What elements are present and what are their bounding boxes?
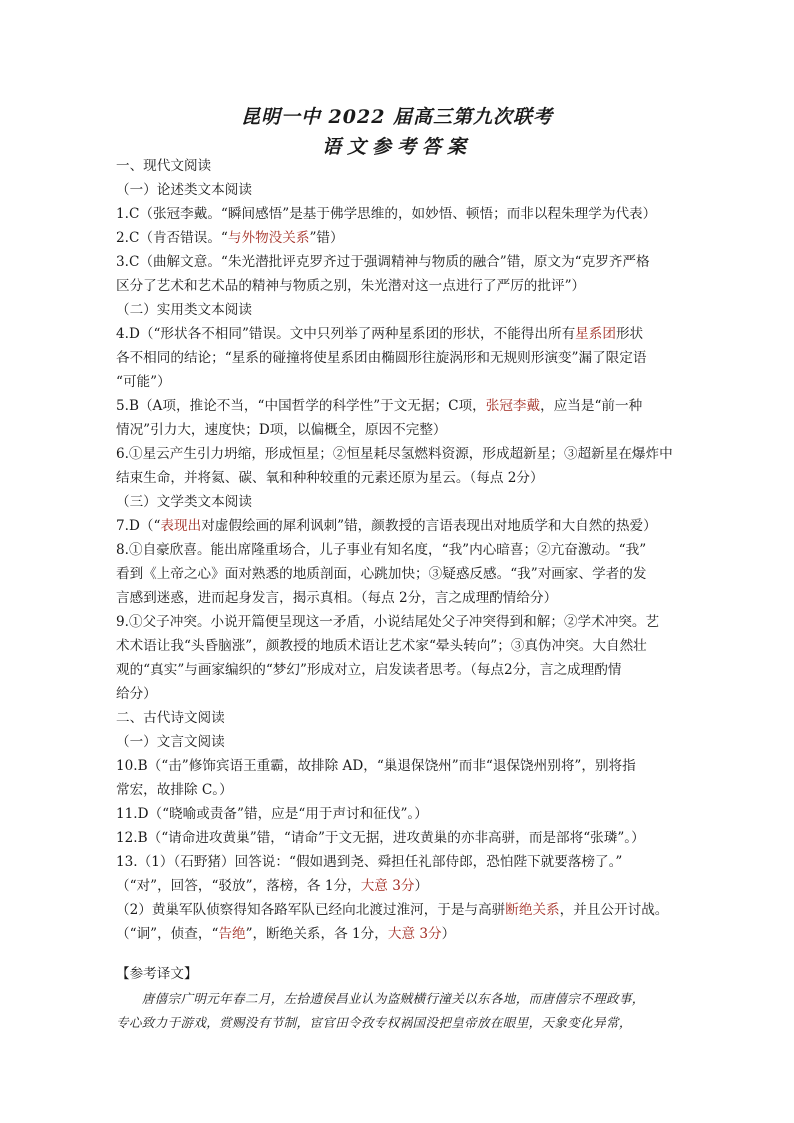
text-line [116,1012,686,1034]
text-line [116,923,686,945]
highlighted-text: 断绝关系 [505,902,560,918]
highlighted-text: 星系团 [575,326,616,342]
text-segment: （一）论述类文本阅读 [116,182,252,198]
text-segment: 9.①父子冲突。小说开篇便呈现这一矛盾，小说结尾处父子冲突得到和解；②学术冲突。艺 [116,614,660,630]
text-segment: 观的“真实”与画家编织的“梦幻”形成对立，启发读者思考。（每点2分，言之成理酌情 [116,662,622,678]
text-line [116,227,686,249]
text-segment: 8.①自豪欣喜。能出席隆重场合，儿子事业有知名度，“我”内心暗喜；②亢奋激动。“我” [116,542,647,558]
text-line [116,299,686,321]
text-line [116,323,686,345]
text-line [116,851,686,873]
text-segment: ，应当是“前一种 [540,398,643,414]
text-segment: ，并且公开讨战。 [559,902,669,918]
document-subtitle: 语文参考答案 [321,136,472,158]
text-segment: 3.C（曲解文意。“朱光潜批评克罗齐过于强调精神与物质的融合”错，原文为“克罗齐严格 [116,254,650,270]
text-segment: 一、现代文阅读 [116,158,212,174]
text-line [116,779,686,801]
text-segment: 对虚假绘画的犀利讽刺”错，颜教授的言语表现出对地质学和大自然的热爱） [201,518,657,534]
text-segment: 看到《上帝之心》面对熟悉的地质剖面，心跳加快；③疑惑反感。“我”对画家、学者的发 [116,566,647,582]
text-segment: 二、古代诗文阅读 [116,710,225,726]
text-line [116,251,686,273]
text-segment: ”错） [309,230,344,246]
text-segment: 11.D（“晓喻或责备”错，应是“用于声讨和征伐”。） [116,806,428,822]
text-line [116,635,686,657]
text-segment: （“对”，回答，“驳放”，落榜，各 1分， [116,878,361,894]
text-segment: （二）实用类文本阅读 [116,302,252,318]
highlighted-text: 大意 3分 [387,926,442,942]
text-line [116,899,686,921]
text-segment: 形状 [615,326,644,342]
text-segment: 唐僖宗广明元年春二月，左拾遗侯昌业认为盗贼横行潼关以东各地，而唐僖宗不理政事， [116,991,645,1006]
text-line [116,803,686,825]
text-line [116,755,686,777]
highlighted-text: 与外物没关系 [227,230,310,246]
text-line [116,395,686,417]
text-segment: ） [414,878,429,894]
text-line [116,371,686,393]
text-line [116,988,686,1010]
text-segment: 6.①星云产生引力坍缩，形成恒星；②恒星耗尽氢燃料资源，形成超新星；③超新星在爆炸中 [116,446,673,462]
text-segment: “可能”） [116,374,171,390]
text-line [116,515,686,537]
text-segment: 专心致力于游戏，赏赐没有节制，宦官田令孜专权祸国没把皇帝放在眼里，天象变化异常， [116,1015,632,1030]
text-segment: 10.B（“击”修饰宾语王重霸，故排除 AD，“巢退保饶州”而非“退保饶州别将”，别将指 [116,758,636,774]
text-line [116,707,686,729]
text-line [116,659,686,681]
text-line [116,467,686,489]
text-segment: 言感到迷惑，进而起身发言，揭示真相。（每点 2分，言之成理酌情给分） [116,590,558,606]
text-line [116,875,686,897]
text-line [116,731,686,753]
text-line [116,419,686,441]
text-segment: 给分） [116,686,157,702]
text-line [116,963,686,985]
text-line [116,155,686,177]
text-line [116,491,686,513]
highlighted-text: 大意 3分 [360,878,415,894]
text-segment: 情况”引力大，速度快；D项，以偏概全，原因不完整） [116,422,447,438]
text-segment: （三）文学类文本阅读 [116,494,252,510]
text-line [116,347,686,369]
text-segment: 常宏，故排除 C。） [116,782,233,798]
text-segment: 13.（1）（石野猪）回答说：“假如遇到尧、舜担任礼部侍郎，恐怕陛下就要落榜了。” [116,854,623,870]
text-segment: 1.C（张冠李戴。“瞬间感悟”是基于佛学思维的，如妙悟、顿悟；而非以程朱理学为代表） [116,206,657,222]
text-segment: 各不相同的结论；“星系的碰撞将使星系团由椭圆形往旋涡形和无规则形演变”漏了限定语 [116,350,647,366]
highlighted-text: 表现出 [160,518,202,534]
text-segment: （“诇”，侦查，“ [116,926,219,942]
text-line [116,443,686,465]
text-segment: 【参考译文】 [116,966,198,982]
text-line [116,611,686,633]
text-segment: （2）黄巢军队侦察得知各路军队已经向北渡过淮河，于是与高骈 [116,902,506,918]
text-line [116,275,686,297]
highlighted-text: 告绝 [218,926,246,942]
text-line [116,587,686,609]
text-segment: ） [441,926,456,942]
text-segment: 12.B（“请命进攻黄巢”错，“请命”于文无据，进攻黄巢的亦非高骈，而是部将“张璘”。） [116,830,645,846]
text-line [116,683,686,705]
text-segment: 4.D（“形状各不相同”错误。文中只列举了两种星系团的形状，不能得出所有 [116,326,576,342]
text-segment: ”，断绝关系，各 1分， [245,926,388,942]
document-title: 昆明一中 2022 届高三第九次联考 [240,106,554,128]
text-segment: 结束生命，并将氦、碳、氧和种种较重的元素还原为星云。（每点 2分） [116,470,544,486]
text-line [116,179,686,201]
text-segment: 2.C（肯否错误。“ [116,230,228,246]
text-line [116,827,686,849]
text-segment: 7.D（“ [116,518,161,534]
text-segment: 区分了艺术和艺术品的精神与物质之别，朱光潜对这一点进行了严厉的批评”） [116,278,586,294]
text-segment: （一）文言文阅读 [116,734,225,750]
text-line [116,563,686,585]
text-segment: 术术语让我“头昏脑涨”，颜教授的地质术语让艺术家“晕头转向”；③真伪冲突。大自然壮 [116,638,647,654]
text-line [116,203,686,225]
text-line [116,539,686,561]
highlighted-text: 张冠李戴 [485,398,541,414]
text-segment: 5.B（A项，推论不当，“中国哲学的科学性”于文无据；C项， [116,398,486,414]
